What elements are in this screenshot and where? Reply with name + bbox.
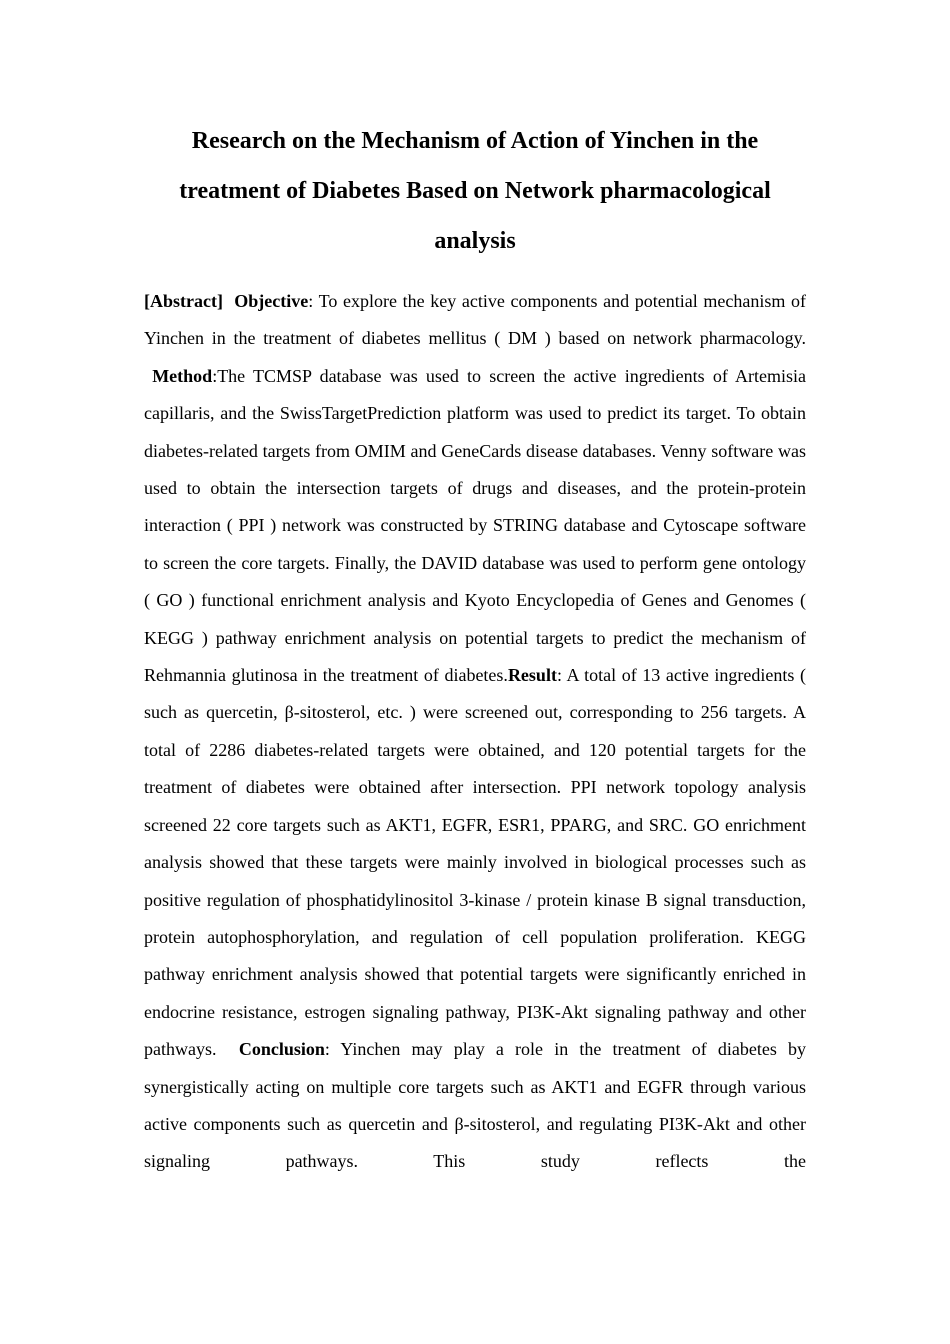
paper-title [120, 116, 830, 266]
conclusion-text: : Yinchen may play a role in the treatment of diabetes by synergistically acting on multiple core targets such as AKT1 and EGFR through various active components such as quercetin and β-sitosterol, and regulating PI3K-Akt and other signaling pathways. This study reflects the [144, 1039, 807, 1172]
objective-text: : To explore the key active components and potential mechanism of Yinchen in the treatment of diabetes mellitus ( DM ) based on network pharmacology. [144, 291, 806, 349]
conclusion-label: Conclusion [238, 1039, 325, 1060]
title-line-2: treatment of Diabetes Based on Network pharmacological [179, 178, 771, 204]
abstract-tag: [Abstract] [144, 291, 223, 311]
title-line-3: analysis [434, 228, 516, 254]
method-label: Method [152, 365, 213, 386]
result-text: : A total of 13 active ingredients ( such as quercetin, β-sitosterol, etc. ) were screened out, corresponding to 256 targets. A total of 2286 diabetes-related targets were obtained, and 120 potential targets for the treatment of diabetes were obtained after intersection. PPI network topology analysis screened 22 core targets such as AKT1, EGFR, ESR1, PPARG, and SRC. GO enrichment analysis showed that these targets were mainly involved in biological processes such as positive regulation of phosphatidylinositol 3-kinase / protein kinase B signal transduction, protein autophosphorylation, and regulation of cell population proliferation. KEGG pathway enrichment analysis showed that potential targets were significantly enriched in endocrine resistance, estrogen signaling pathway, PI3K-Akt signaling pathway and other pathways. [144, 665, 806, 1060]
method-text: :The TCMSP database was used to screen the active ingredients of Artemisia capillaris, and the SwissTargetPrediction platform was used to predict its target. To obtain diabetes-related targets from OMIM and GeneCards disease databases. Venny software was used to obtain the intersection targets of drugs and diseases, and the protein-protein interaction ( PPI ) network was constructed by STRING database and Cytoscape software to screen the core targets. Finally, the DAVID database was used to perform gene ontology ( GO ) functional enrichment analysis and Kyoto Encyclopedia of Genes and Genomes ( KEGG ) pathway enrichment analysis on potential targets to predict the mechanism of Rehmannia glutinosa in the treatment of diabetes. [144, 365, 807, 686]
title-line-1: Research on the Mechanism of Action of Yinchen in the [191, 128, 759, 154]
objective-label: Objective [234, 291, 309, 311]
result-label: Result [507, 665, 557, 686]
abstract-paragraph [144, 283, 806, 1181]
